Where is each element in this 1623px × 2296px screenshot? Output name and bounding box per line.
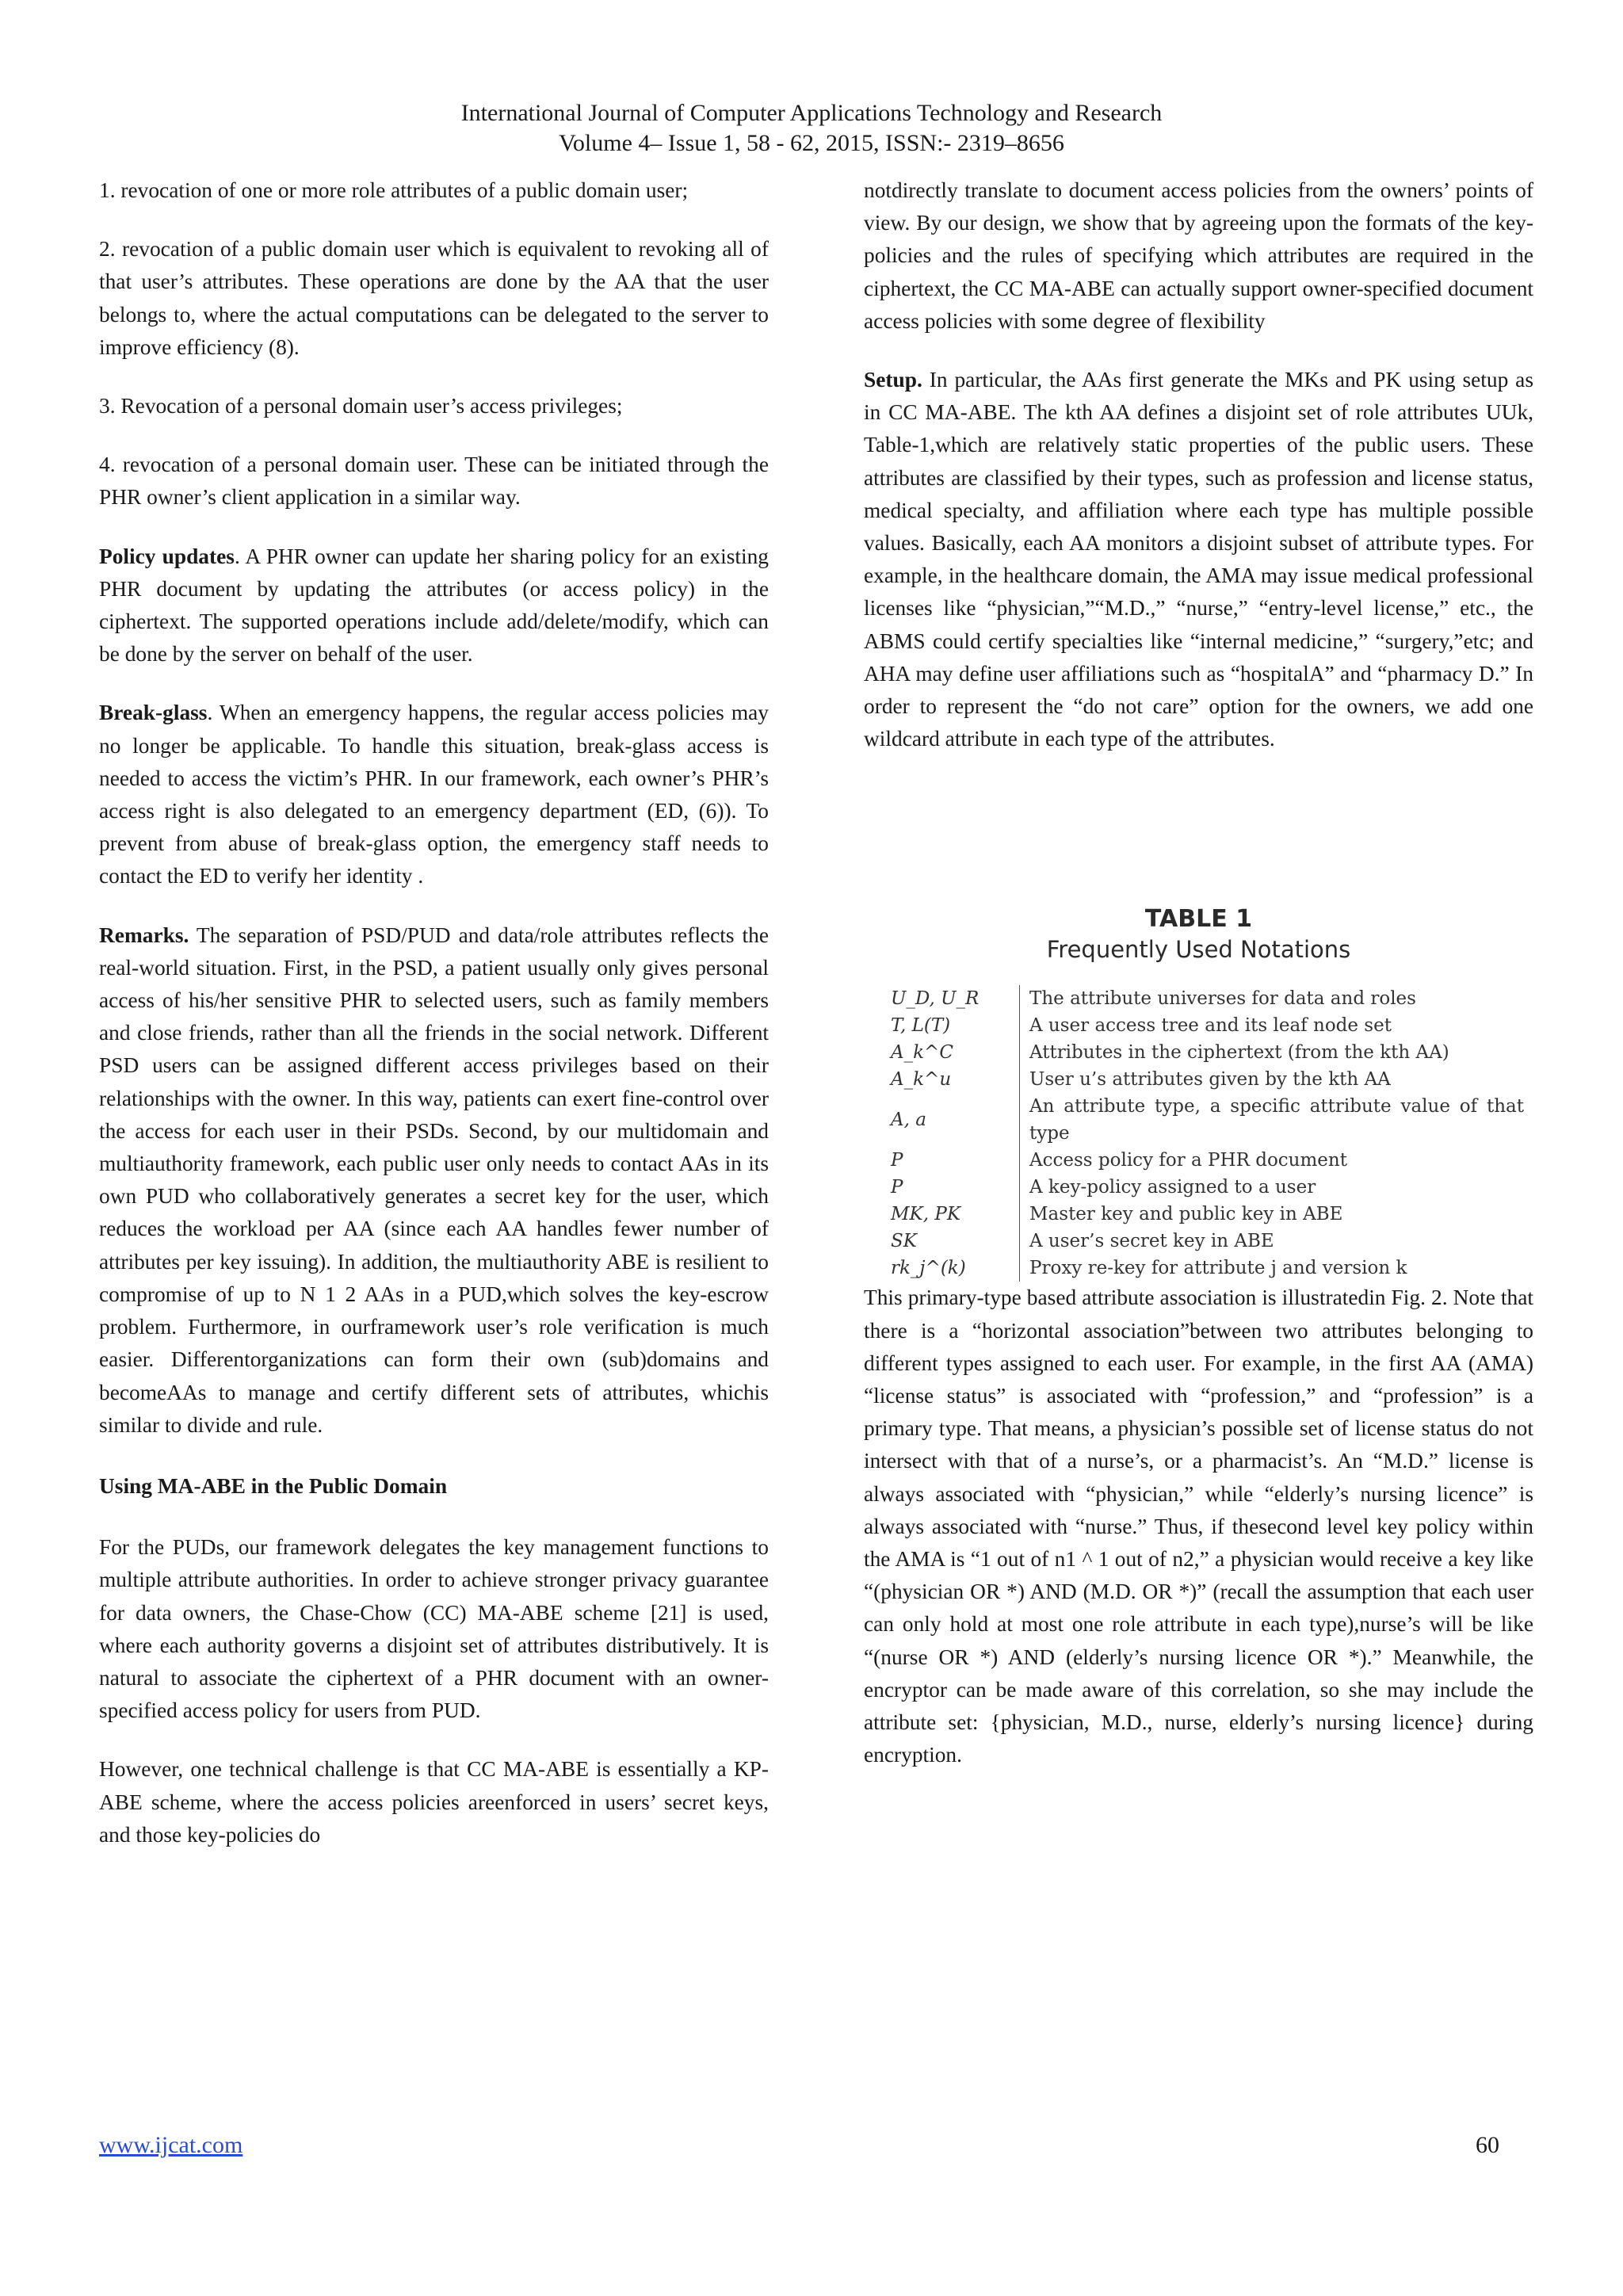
table-row (881, 1147, 1533, 1174)
paragraph-body: In particular, the AAs first generate the MKs and PK using setup as in CC MA-ABE. The kth AA defines a disjoint set of role attributes UUk, Table-1,which are relatively static properties of the public users. These attributes are classified by their types, such as profession and license status, medical specialty, and affiliation where each type has multiple possible values. Basically, each AA monitors a disjoint subset of attribute types. For example, in the healthcare domain, the AMA may issue medical professional licenses like “physician,”“M.D.,” “nurse,” “entry-level license,” etc., the ABMS could certify specialties like “internal medicine,” “surgery,”etc; and AHA may define user affiliations such as “hospitalA” and “pharmacy D.” In order to represent the “do not care” option for the owners, we add one wildcard attribute in each type of the attributes. (864, 368, 1533, 751)
paragraph-lead: Break-glass (99, 701, 208, 725)
notation-description: Master key and public key in ABE (1029, 1204, 1343, 1225)
paragraph-body: . When an emergency happens, the regular access policies may no longer be applicable. To handle this situation, break-glass access is needed to access the victim’s PHR. In our framework, each owner’s PHR’s access right is also delegated to an emergency department (ED, (6)). To prevent from abuse of break-glass option, the emergency staff needs to contact the ED to verify her identity . (99, 701, 769, 888)
journal-volume: Volume 4– Issue 1, 58 - 62, 2015, ISSN:- 2319–8656 (559, 130, 1064, 156)
paragraph: notdirectly translate to document access policies from the owners’ points of view. By our design, we show that by agreeing upon the formats of the key-policies and the rules of specifying which attributes are required in the ciphertext, the CC MA-ABE can actually support owner-specified document access policies with some degree of flexibility (864, 178, 1533, 333)
table-row (881, 985, 1533, 1012)
page-number: 60 (1476, 2132, 1499, 2158)
paragraph: 4. revocation of a personal domain user. These can be initiated through the PHR owner’s client application in a similar way. (99, 453, 769, 510)
journal-title: International Journal of Computer Applications Technology and Research (460, 100, 1163, 126)
notation-table (881, 985, 1533, 1282)
table-row (881, 1093, 1533, 1147)
notation-table-figure (864, 904, 1533, 1282)
table-row (881, 1174, 1533, 1201)
left-column (99, 174, 769, 1878)
paragraph-lead: Setup. (864, 368, 922, 392)
table-row (881, 1255, 1533, 1282)
table-row (881, 1066, 1533, 1093)
journal-header (0, 98, 1623, 159)
section-heading: Using MA-ABE in the Public Domain (99, 1473, 448, 1498)
notation-description: A key-policy assigned to a user (1029, 1177, 1316, 1198)
website-link[interactable]: www.ijcat.com (99, 2132, 243, 2158)
paragraph-body: The separation of PSD/PUD and data/role attributes reflects the real-world situation. First, in the PSD, a patient usually only gives personal access of his/her sensitive PHR to selected users, such as family members and close friends, rather than all the friends in the social network. Different PSD users can be assigned different access privileges based on their relationships with the owner. In this way, patients can exert fine-control over the access for each user in their PSDs. Second, by our multidomain and multiauthority framework, each public user only needs to contact AAs in its own PUD who collaboratively generates a secret key for the user, which reduces the workload per AA (since each AA handles fewer number of attributes per key issuing). In addition, the multiauthority ABE is resilient to compromise of up to N 1 2 AAs in a PUD,which solves the key-escrow problem. Furthermore, in ourframework user’s role verification is much easier. Differentorganizations can form their own (sub)domains and becomeAAs to manage and certify different sets of attributes, whichis similar to divide and rule. (99, 923, 769, 1437)
right-column (864, 174, 1533, 1798)
notation-symbol: P (881, 1147, 1020, 1174)
paragraph: 3. Revocation of a personal domain user’s access privileges; (99, 394, 623, 418)
paragraph-body: . A PHR owner can update her sharing policy for an existing PHR document by updating the attributes (or access policy) in the ciphertext. The supported operations include add/delete/modify, which can be done by the server on behalf of the user. (99, 544, 769, 667)
notation-symbol: SK (881, 1228, 1020, 1255)
notation-symbol: T, L(T) (881, 1012, 1020, 1039)
paragraph: 2. revocation of a public domain user which is equivalent to revoking all of that user’s attributes. These operations are done by the AA that the user belongs to, where the actual computations can be delegated to the server to improve efficiency (8). (99, 237, 769, 359)
table-row (881, 1201, 1533, 1228)
table-title: TABLE 1 (1144, 905, 1253, 934)
notation-description: Proxy re-key for attribute j and version k (1029, 1258, 1407, 1279)
notation-description: Attributes in the ciphertext (from the kth AA) (1029, 1042, 1449, 1064)
notation-symbol: P (881, 1174, 1020, 1201)
paragraph (99, 919, 769, 1442)
notation-description: The attribute universes for data and roles (1029, 988, 1416, 1010)
paragraph (99, 541, 769, 671)
table-subtitle: Frequently Used Notations (1046, 936, 1351, 964)
paragraph: For the PUDs, our framework delegates the key management functions to multiple attribute authorities. In order to achieve stronger privacy guarantee for data owners, the Chase-Chow (CC) MA-ABE scheme [21] is used, where each authority governs a disjoint set of attributes distributively. It is natural to associate the ciphertext of a PHR document with an owner-specified access policy for users from PUD. (99, 1535, 769, 1723)
notation-description: User u’s attributes given by the kth AA (1029, 1069, 1391, 1091)
paragraph: This primary-type based attribute association is illustratedin Fig. 2. Note that there is a “horizontal association”between two attributes belonging to different types assigned to each user. For example, in the first AA (AMA) “license status” is associated with “profession,” and “profession” is a primary type. That means, a physician’s possible set of license status do not intersect with that of a nurse’s, or a pharmacist’s. An “M.D.” license is always associated with “physician,” while “elderly’s nursing licence” is always associated with “nurse.” Thus, if thesecond level key policy within the AMA is “1 out of n1 ^ 1 out of n2,” a physician would receive a key like “(physician OR *) AND (M.D. OR *)” (recall the assumption that each user can only hold at most one role attribute in each type),nurse’s will be like “(nurse OR *) AND (elderly’s nursing licence OR *).” Meanwhile, the encryptor can be made aware of this correlation, so she may include the attribute set: {physician, M.D., nurse, elderly’s nursing licence} during encryption. (864, 1286, 1533, 1767)
notation-symbol: U_D, U_R (881, 985, 1020, 1012)
paragraph (99, 697, 769, 892)
table-row (881, 1039, 1533, 1066)
paragraph (864, 364, 1533, 755)
notation-symbol: A_k^u (881, 1066, 1020, 1093)
table-row (881, 1228, 1533, 1255)
paragraph-lead: Remarks. (99, 923, 189, 947)
paragraph-lead: Policy updates (99, 544, 235, 568)
notation-description: Access policy for a PHR document (1029, 1150, 1347, 1171)
notation-description: A user’s secret key in ABE (1029, 1231, 1274, 1252)
notation-symbol: MK, PK (881, 1201, 1020, 1228)
notation-symbol: rk_j^(k) (881, 1255, 1020, 1282)
paragraph: However, one technical challenge is that CC MA-ABE is essentially a KP-ABE scheme, where the access policies areenforced in users’ secret keys, and those key-policies do (99, 1757, 769, 1847)
notation-description: An attribute type, a specific attribute value of that type (1029, 1096, 1524, 1144)
notation-description: A user access tree and its leaf node set (1029, 1015, 1392, 1037)
table-row (881, 1012, 1533, 1039)
table-caption (864, 904, 1533, 965)
notation-symbol: A, a (881, 1093, 1020, 1147)
notation-symbol: A_k^C (881, 1039, 1020, 1066)
paragraph: 1. revocation of one or more role attributes of a public domain user; (99, 178, 689, 202)
